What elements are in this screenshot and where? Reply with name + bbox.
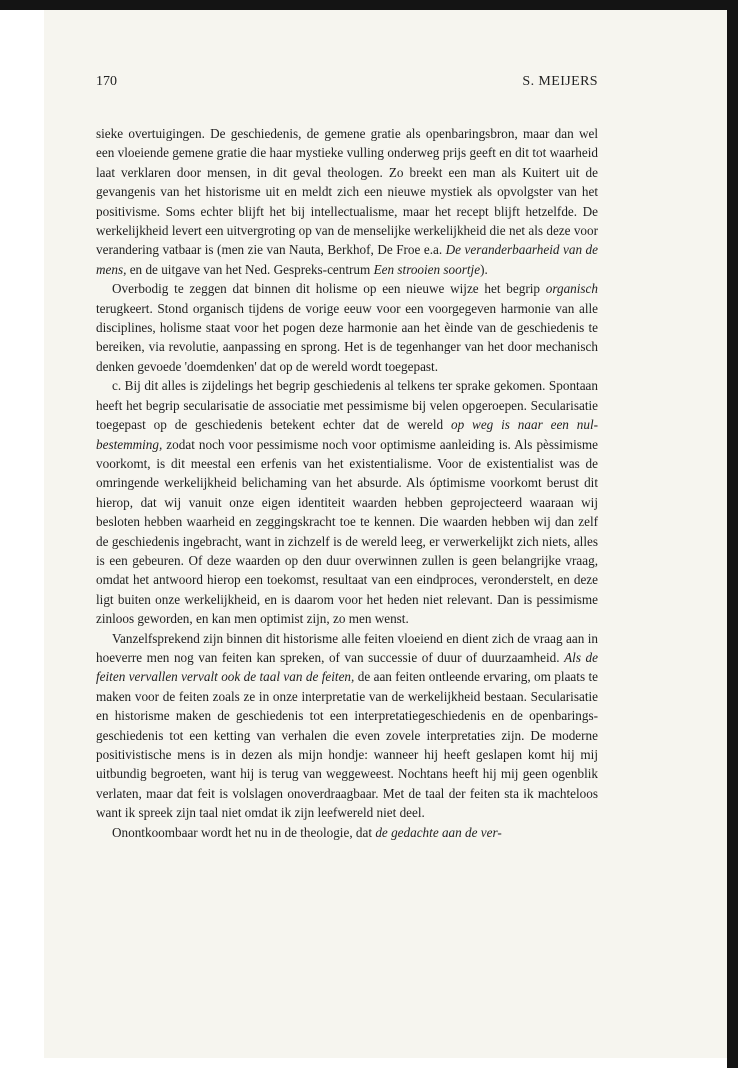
paragraph-2-text-a: Overbodig te zeggen dat binnen dit holisme op een nieuwe wijze het begrip: [112, 281, 546, 297]
running-header-author: S. MEIJERS: [522, 74, 598, 89]
paragraph-1-text-a: sieke overtuigingen. De geschiedenis, de gemene gratie als openbaringsbron, maar dan wel een vloeiende gemene gratie die haar mystieke vulling onderweg prijs geeft en dit tot waarheid laat verklaren door mensen, in dit geval theologen. Zo breekt een man als Kuitert uit de gevangenis van het historisme uit en meldt zich een nieuwe mystiek als opvolgster van het positivisme. Soms echter blijft het bij intellectualisme, maar het recept blijft hetzelfde. De werkelijkheid levert een uitvergroting op van de menselijke werkelijkheid die net als deze voor verandering vatbaar is (men zie van Nauta, Berkhof, De Froe e.a.: [96, 126, 598, 258]
paragraph-1-italic-title-2: Een strooien soortje: [373, 261, 481, 277]
paragraph-3-text-a: c. Bij dit alles is zijdelings het begrip geschiedenis al telkens ter sprake gekomen. Spontaan heeft het begrip secularisatie de associatie met pessimisme bij velen opgeroepen. Secularisatie toegepast op de geschiedenis betekent echter dat de wereld: [96, 378, 598, 433]
paragraph-5: [96, 823, 598, 842]
paragraph-3-italic: op weg is naar een nul-bestemming,: [96, 417, 598, 452]
paragraph-4: [96, 629, 598, 823]
paragraph-2-italic: organisch: [545, 281, 598, 297]
paragraph-1-text-c: en de uitgave van het Ned. Gespreks-centrum: [126, 261, 374, 277]
paragraph-1-text-e: ).: [480, 261, 488, 277]
paragraph-2: [96, 279, 598, 376]
scan-border-top: [0, 0, 738, 10]
paragraph-2-text-c: terugkeert. Stond organisch tijdens de vorige eeuw voor een voorgegeven harmonie van alle disciplines, holisme staat voor het pogen deze harmonie aan het èinde van de geschiedenis te bereiken, via revolutie, aanpassing en sprong. Het is de tegenhanger van het door mechanisch denken gevoede 'doemdenken' dat op de wereld wordt toegepast.: [96, 300, 598, 374]
running-header: [96, 74, 598, 94]
paragraph-4-italic: Als de feiten vervallen vervalt ook de taal van de feiten,: [96, 649, 598, 685]
paragraph-5-italic: de gedachte aan de ver-: [375, 824, 502, 840]
body-text: [96, 124, 598, 842]
scan-border-right: [727, 0, 738, 1068]
paragraph-4-text-c: de aan feiten ontleende ervaring, om plaats te maken voor de feiten zoals ze in onze interpretatie van de werkelijkheid bestaan. Secularisatie en historisme maken de geschiedenis tot een interpretatiegeschiedenis en de openbarings-geschiedenis tot een ketting van verhalen die even zovele interpretaties zijn. De moderne positivistische mens is in dezen als mijn hondje: wanneer hij heeft geslapen komt hij mij uitbundig begroeten, want hij is terug van weggeweest. Nochtans heeft hij mij geen ogenblik verlaten, maar dat feit is volslagen onoverdraagbaar. Met de taal der feiten sta ik machteloos want ik spreek zijn taal niet omdat ik zijn leefwereld niet deel.: [96, 669, 598, 821]
paragraph-4-text-a: Vanzelfsprekend zijn binnen dit historisme alle feiten vloeiend en dient zich de vraag aan in hoeverre men nog van feiten kan spreken, of van successie of duur of duurzaamheid.: [96, 630, 598, 665]
paragraph-3: [96, 376, 598, 628]
page-number: 170: [96, 74, 117, 89]
paragraph-1-italic-title: De veranderbaarheid van de mens,: [96, 242, 598, 277]
paragraph-5-text-a: Onontkoombaar wordt het nu in de theologie, dat: [112, 824, 376, 840]
paragraph-1: [96, 124, 598, 279]
paragraph-3-text-c: zodat noch voor pessimisme noch voor optimisme aanleiding is. Als pèssimisme voorkomt, is dit meestal een erfenis van het existentialisme. Voor de existentialist was de omringende werkelijkheid belichaming van het absurde. Als óptimisme voorkomt berust dit hierop, dat wij vanuit onze eigen identiteit waarden hebben geprojecteerd waaraan wij besloten hebben waarheid en zeggingskracht toe te kennen. Die waarden hebben wij dan zelf de geschiedenis ingebracht, want in zichzelf is de wereld leeg, er verwerkelijkt zich niets, alles is een gebeuren. Of deze waarden op den duur overwinnen zullen is geen belangrijke vraag, omdat het antwoord hierop een toekomst, resultaat van een eindproces, veronderstelt, en deze ligt buiten onze werkelijkheid, en is daarom voor het heden niet relevant. Dan is pessimisme zinloos geworden, en kan men optimist zijn, zo men wenst.: [96, 436, 598, 627]
